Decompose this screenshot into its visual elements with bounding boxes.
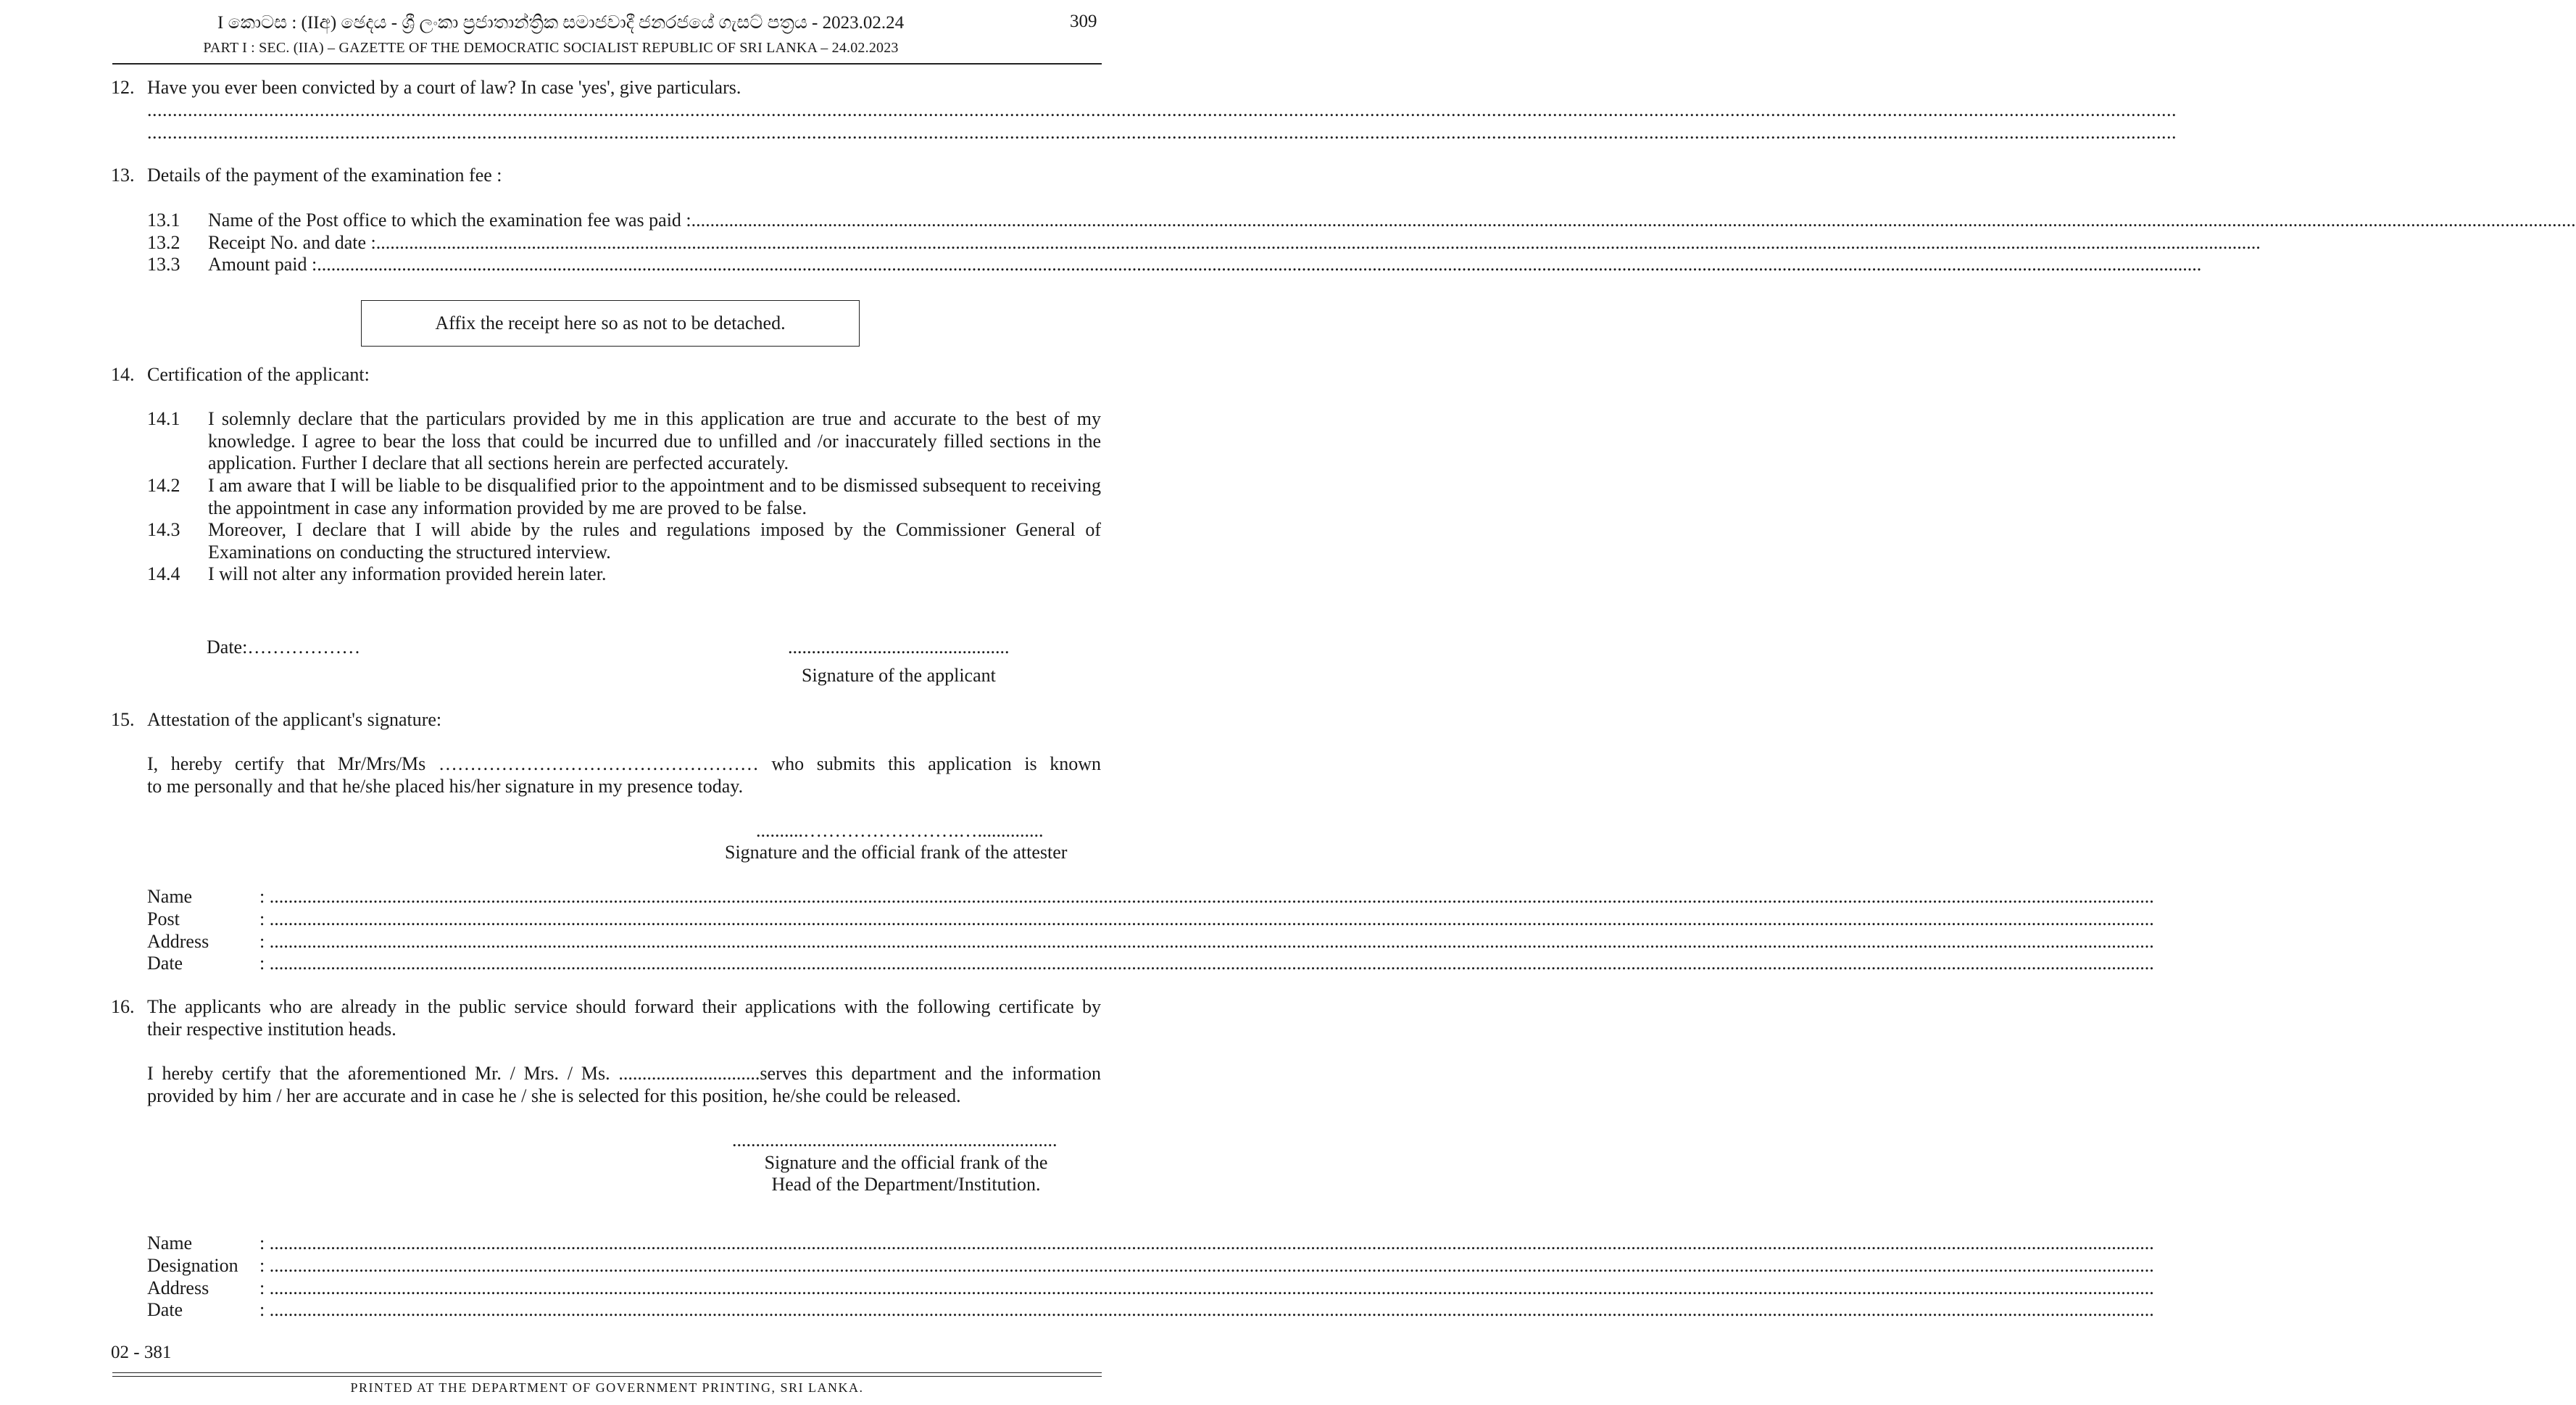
- q16-designation-label: Designation: [147, 1255, 238, 1276]
- receipt-box-text: Affix the receipt here so as not to be detached.: [435, 312, 786, 333]
- receipt-box[interactable]: [361, 300, 860, 347]
- q16-date-colon: :: [259, 1299, 270, 1320]
- q15-certify-line-2: to me personally and that he/she placed his/her signature in my presence today.: [147, 776, 744, 797]
- q15-date-label: Date: [147, 953, 183, 974]
- q14-2-number: 14.2: [147, 475, 180, 496]
- q13-number: 13.: [111, 165, 135, 186]
- footer-rule-1: [112, 1372, 1102, 1373]
- q16-name-label: Name: [147, 1232, 193, 1253]
- q15-name-dots: ................................................................................................................................................................................................................................................................................................................................................................................................................: [269, 886, 2154, 907]
- q15-post-field[interactable]: [259, 908, 2154, 930]
- header-english: PART I : SEC. (IIA) – GAZETTE OF THE DEMOCRATIC SOCIALIST REPUBLIC OF SRI LANKA – 24.02.2023: [203, 40, 899, 56]
- q14-3-text: Moreover, I declare that I will abide by the rules and regulations imposed by the Commissioner General of Examinations on conducting the structured interview.: [208, 519, 1101, 563]
- q15-post-colon: :: [259, 908, 270, 929]
- head-signature-label-1: Signature and the official frank of the: [764, 1152, 1048, 1173]
- q13-2-field[interactable]: [208, 232, 2261, 254]
- q16-date-label: Date: [147, 1299, 183, 1320]
- q16-designation-dots: ................................................................................................................................................................................................................................................................................................................................................................................................................: [269, 1255, 2154, 1276]
- head-signature-line[interactable]: .....................................................................: [732, 1130, 1058, 1151]
- footer-rule-2: [112, 1376, 1102, 1377]
- q14-1-number: 14.1: [147, 408, 180, 429]
- q16-address-colon: :: [259, 1277, 270, 1298]
- q13-1-field[interactable]: [208, 210, 2576, 231]
- q16-text-line-1: The applicants who are already in the public service should forward their applications with the following certificate by: [147, 996, 1101, 1017]
- document-code: 02 - 381: [111, 1343, 172, 1362]
- header-sinhala: I කොටස : (IIඅ) ඡෙදය - ශ්‍රී ලංකා ප්‍රජාතාන්ත්‍රික සමාජවාදී ජනරජයේ ගැසට් පත්‍රය - 2023.02.24: [217, 13, 905, 33]
- q13-1-dots: ................................................................................................................................................................................................................................................................................................................................................................................................................: [691, 210, 2576, 231]
- q15-certify-line-1: I, hereby certify that Mr/Mrs/Ms …………………………………………… who submits this application is known: [147, 753, 1101, 774]
- q12-number: 12.: [111, 77, 135, 98]
- q16-designation-colon: :: [259, 1255, 270, 1276]
- q14-4-number: 14.4: [147, 563, 180, 584]
- q12-answer-line-2[interactable]: ................................................................................................................................................................................................................................................................................................................................................................................................................: [147, 122, 2177, 143]
- q15-date-colon: :: [259, 953, 270, 974]
- q13-3-number: 13.3: [147, 254, 180, 275]
- q15-post-dots: ................................................................................................................................................................................................................................................................................................................................................................................................................: [269, 908, 2154, 929]
- header-rule: [112, 63, 1102, 65]
- q16-name-field[interactable]: [259, 1232, 2154, 1254]
- q15-text: Attestation of the applicant's signature:: [147, 709, 442, 730]
- q13-3-label: Amount paid :: [208, 254, 317, 275]
- q16-address-dots: ................................................................................................................................................................................................................................................................................................................................................................................................................: [269, 1277, 2154, 1298]
- q12-text: Have you ever been convicted by a court of law? In case 'yes', give particulars.: [147, 77, 741, 98]
- q15-date-dots: ................................................................................................................................................................................................................................................................................................................................................................................................................: [269, 953, 2154, 974]
- applicant-date-field[interactable]: Date:………………: [207, 637, 361, 658]
- q16-certify-line-2: provided by him / her are accurate and in case he / she is selected for this position, he/she could be released.: [147, 1085, 961, 1106]
- attester-signature-label: Signature and the official frank of the attester: [725, 842, 1068, 863]
- q16-name-dots: ................................................................................................................................................................................................................................................................................................................................................................................................................: [269, 1232, 2154, 1253]
- q13-1-label: Name of the Post office to which the examination fee was paid :: [208, 210, 691, 231]
- q15-address-dots: ................................................................................................................................................................................................................................................................................................................................................................................................................: [269, 931, 2154, 952]
- q15-date-field[interactable]: [259, 953, 2154, 974]
- head-signature-label-2: Head of the Department/Institution.: [771, 1174, 1041, 1195]
- q15-post-label: Post: [147, 908, 180, 929]
- q12-answer-line-1[interactable]: ................................................................................................................................................................................................................................................................................................................................................................................................................: [147, 99, 2177, 120]
- q13-3-field[interactable]: [208, 254, 2202, 275]
- q16-date-dots: ................................................................................................................................................................................................................................................................................................................................................................................................................: [269, 1299, 2154, 1320]
- q15-name-colon: :: [259, 886, 270, 907]
- q14-4-text: I will not alter any information provided herein later.: [208, 563, 607, 584]
- q15-address-label: Address: [147, 931, 209, 952]
- q16-name-colon: :: [259, 1232, 270, 1253]
- q15-name-label: Name: [147, 886, 193, 907]
- q16-address-field[interactable]: [259, 1277, 2154, 1299]
- page-number: 309: [1070, 12, 1097, 31]
- q16-certify-line-1: I hereby certify that the aforementioned Mr. / Mrs. / Ms. ..............................serves this department and the information: [147, 1063, 1101, 1084]
- q14-number: 14.: [111, 364, 135, 385]
- q15-number: 15.: [111, 709, 135, 730]
- q16-text-line-2: their respective institution heads.: [147, 1019, 396, 1040]
- q14-text: Certification of the applicant:: [147, 364, 370, 385]
- q13-2-dots: ................................................................................................................................................................................................................................................................................................................................................................................................................: [375, 232, 2261, 253]
- q15-address-field[interactable]: [259, 931, 2154, 953]
- q16-designation-field[interactable]: [259, 1255, 2154, 1277]
- q13-3-dots: ................................................................................................................................................................................................................................................................................................................................................................................................................: [317, 254, 2202, 275]
- attester-signature-line[interactable]: ..........…………………….…..............: [756, 820, 1044, 841]
- q16-address-label: Address: [147, 1277, 209, 1298]
- q15-address-colon: :: [259, 931, 270, 952]
- applicant-signature-line[interactable]: ...............................................: [788, 637, 1010, 658]
- q14-1-text: I solemnly declare that the particulars provided by me in this application are true and accurate to the best of my knowledge. I agree to bear the loss that could be incurred due to unfilled and /or inaccurately filled sections in the application. Further I declare that all sections herein are perfected accurately.: [208, 408, 1101, 473]
- printer-imprint: PRINTED AT THE DEPARTMENT OF GOVERNMENT PRINTING, SRI LANKA.: [350, 1380, 864, 1395]
- q14-3-number: 14.3: [147, 519, 180, 540]
- q13-2-number: 13.2: [147, 232, 180, 253]
- q13-1-number: 13.1: [147, 210, 180, 231]
- applicant-signature-label: Signature of the applicant: [802, 665, 996, 686]
- q13-text: Details of the payment of the examination fee :: [147, 165, 502, 186]
- q14-2-text: I am aware that I will be liable to be disqualified prior to the appointment and to be dismissed subsequent to receiving the appointment in case any information provided by me are proved to be false.: [208, 475, 1101, 518]
- q16-date-field[interactable]: [259, 1299, 2154, 1321]
- q15-name-field[interactable]: [259, 886, 2154, 908]
- q16-number: 16.: [111, 996, 135, 1017]
- q13-2-label: Receipt No. and date :: [208, 232, 376, 253]
